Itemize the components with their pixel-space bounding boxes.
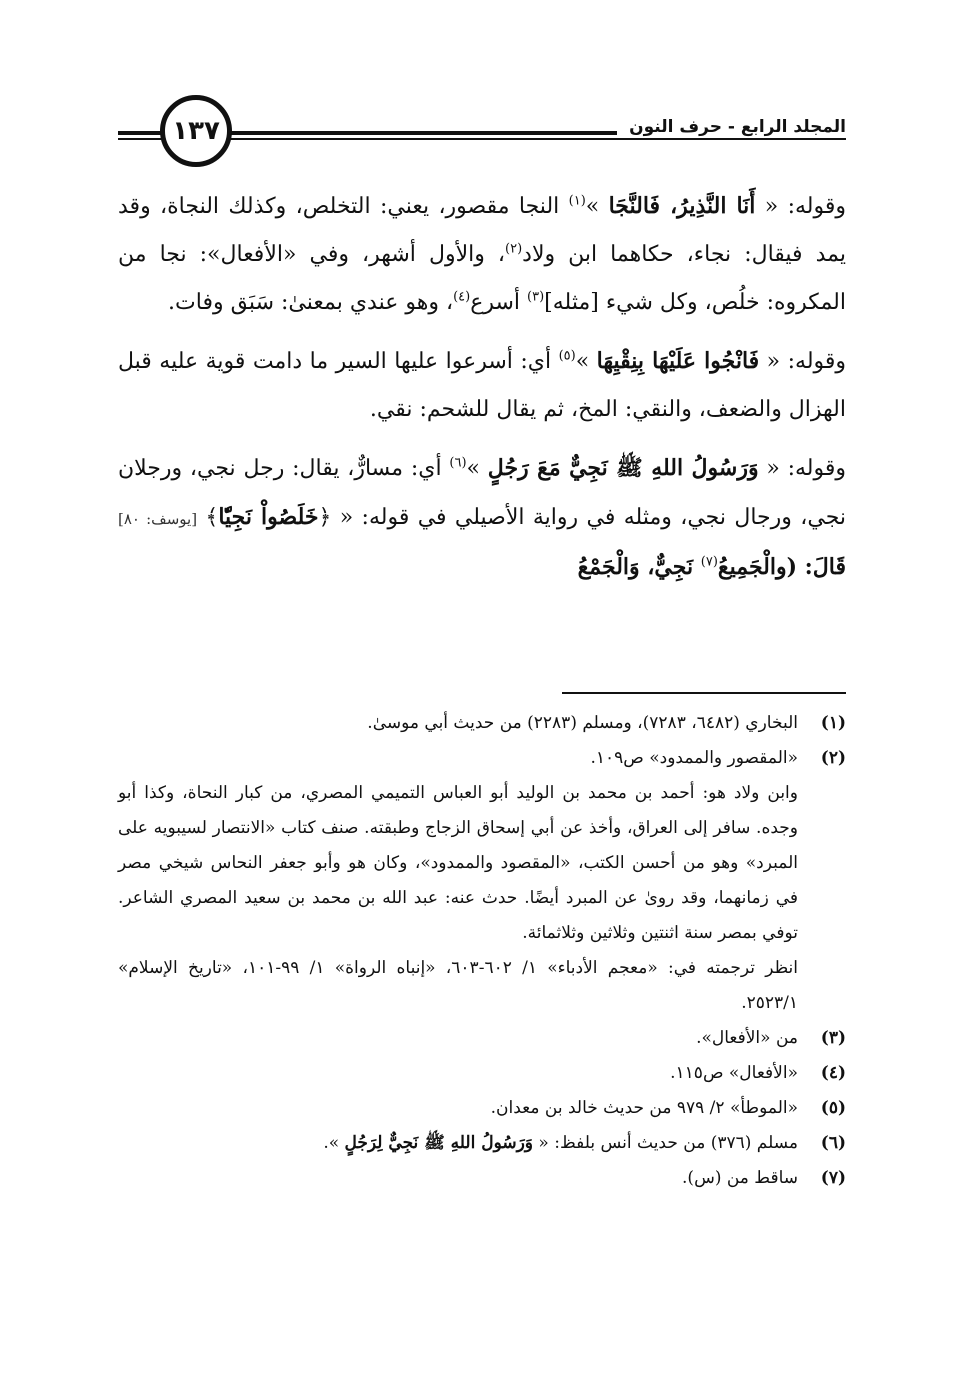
text-run: » xyxy=(585,194,609,219)
main-text xyxy=(118,182,846,602)
text-run: أي: أسرعوا عليها السير ما دامت قوية عليه قبل الهزال والضعف، والنقي: المخ، ثم يقال للشحم: نقي. xyxy=(118,349,846,422)
footnote-marker: (١) xyxy=(568,193,586,209)
footnotes xyxy=(118,706,846,1196)
footnote-2 xyxy=(118,741,846,776)
footnote-2-bio: وابن ولاد هو: أحمد بن محمد بن الوليد أبو العباس التميمي المصري، من كبار النحاة، وكذا أبو وجده. سافر إلى العراق، وأخذ عن أبي إسحاق الزجاج وطبقته. صنف كتاب «الانتصار لسيبويه على المبرد» وهو من أحسن الكتب، «المقصود والممدود»، وكان هو وأبو جعفر النحاس شيخي مصر في زمانهما، وقد روىٰ عن المبرد أيضًا. حدث عنه: عبد الله بن محمد بن سعيد المصري الشاعر. توفي بمصر سنة اثنتين وثلاثين وثلاثمائة. xyxy=(118,783,798,943)
page-number-badge xyxy=(160,95,232,167)
footnote-2-sources: انظر ترجمته في: «معجم الأدباء» ١/ ٦٠٢-٦٠٣، «إنباه الرواة» ١/ ٩٩-١٠١، «تاريخ الإسلام» ٢٥٢٣/١. xyxy=(118,958,798,1013)
footnote-text xyxy=(118,1126,798,1161)
page-number: ١٣٧ xyxy=(172,116,220,146)
text-run: وقوله: « xyxy=(755,194,847,219)
footnote-4 xyxy=(118,1056,846,1091)
footnote-text: «المقصور والممدود» ص١٠٩. xyxy=(590,748,798,768)
hadith-quote: وَرَسُولُ اللهِ ﷺ نَجِيٌّ لِرَجُلٍ xyxy=(344,1133,534,1153)
footnote-6 xyxy=(118,1126,846,1161)
footnote-text: من «الأفعال». xyxy=(696,1028,798,1048)
quran-quote: خَلَصُواْ نَجِيّٗا xyxy=(218,504,319,530)
paragraph-1 xyxy=(118,182,846,327)
text-run: ﴾ xyxy=(197,505,219,530)
footnote-marker: (٢) xyxy=(505,241,523,257)
footnote-marker: (٣) xyxy=(527,289,545,305)
footnote-number: (٣) xyxy=(820,1028,846,1048)
footnote-number: (٧) xyxy=(820,1168,846,1188)
footnote-number: (٦) xyxy=(820,1133,846,1153)
text-run: وقوله: « xyxy=(759,349,847,374)
footnote-separator xyxy=(562,692,846,694)
footnote-number: (٢) xyxy=(820,748,846,768)
text-run: ، والأول أشهر، وفي «الأفعال»: نجا من المكروه: خلُص، وكل شيء [مثله] xyxy=(118,242,846,315)
text-run: ». xyxy=(323,1133,345,1153)
text-run: النجا مقصور، يعني: التخلص، وكذلك النجاة، وقد يمد فيقال: نجاء، حكاهما ابن ولاد xyxy=(118,194,846,267)
text-run: نَجِيٌّ، وَالْجَمْعُ xyxy=(577,554,701,580)
quran-reference: [يوسف: ٨٠] xyxy=(118,510,198,528)
text-run: قَالَ: (والْجَمِيعُ xyxy=(717,554,846,580)
footnote-5 xyxy=(118,1091,846,1126)
footnote-marker: (٤) xyxy=(453,289,471,305)
hadith-quote: وَرَسُولُ اللهِ ﷺ نَجِيٌّ مَعَ رَجُلٍ xyxy=(487,455,759,481)
text-run: ، وهو عندي بمعنىٰ: سَبَق وفات. xyxy=(168,290,454,315)
footnote-text: ساقط من (س). xyxy=(682,1168,798,1188)
hadith-quote: أَنَا النَّذِيرُ، فَالنَّجَا xyxy=(608,193,756,219)
footnote-number: (٥) xyxy=(820,1098,846,1118)
footnote-3 xyxy=(118,1021,846,1056)
text-run: وقوله: « xyxy=(758,456,847,481)
footnote-7 xyxy=(118,1161,846,1196)
page-header xyxy=(118,95,846,175)
text-run: مسلم (٣٧٦) من حديث أنس بلفظ: « xyxy=(533,1133,798,1153)
footnote-1 xyxy=(118,706,846,741)
text-run: أي: مسارٌّ، يقال: رجل نجي، ورجلان نجي، ورجال نجي، ومثله في رواية الأصيلي في قوله: « ﴿ xyxy=(118,456,847,530)
paragraph-2 xyxy=(118,337,846,434)
footnote-marker: (٥) xyxy=(558,348,576,364)
footnote-text: «الموطأ» ٢/ ٩٧٩ من حديث خالد بن معدان. xyxy=(490,1098,798,1118)
paragraph-3 xyxy=(118,444,846,592)
text-run: » xyxy=(466,456,488,481)
running-title: المجلد الرابع - حرف النون xyxy=(617,117,846,137)
footnote-text: «الأفعال» ص١١٥. xyxy=(670,1063,798,1083)
footnote-marker: (٧) xyxy=(700,554,718,570)
footnote-text: البخاري (٦٤٨٢، ٧٢٨٣)، ومسلم (٢٢٨٣) من حديث أبي موسىٰ. xyxy=(367,713,798,733)
hadith-quote: فَانْجُوا عَلَيْهَا بِنِقْيِهَا xyxy=(596,348,760,374)
text-run: » xyxy=(575,349,597,374)
footnote-number: (١) xyxy=(820,713,846,733)
footnote-number: (٤) xyxy=(820,1063,846,1083)
footnote-marker: (٦) xyxy=(449,455,467,471)
text-run: أسرع xyxy=(470,290,528,315)
